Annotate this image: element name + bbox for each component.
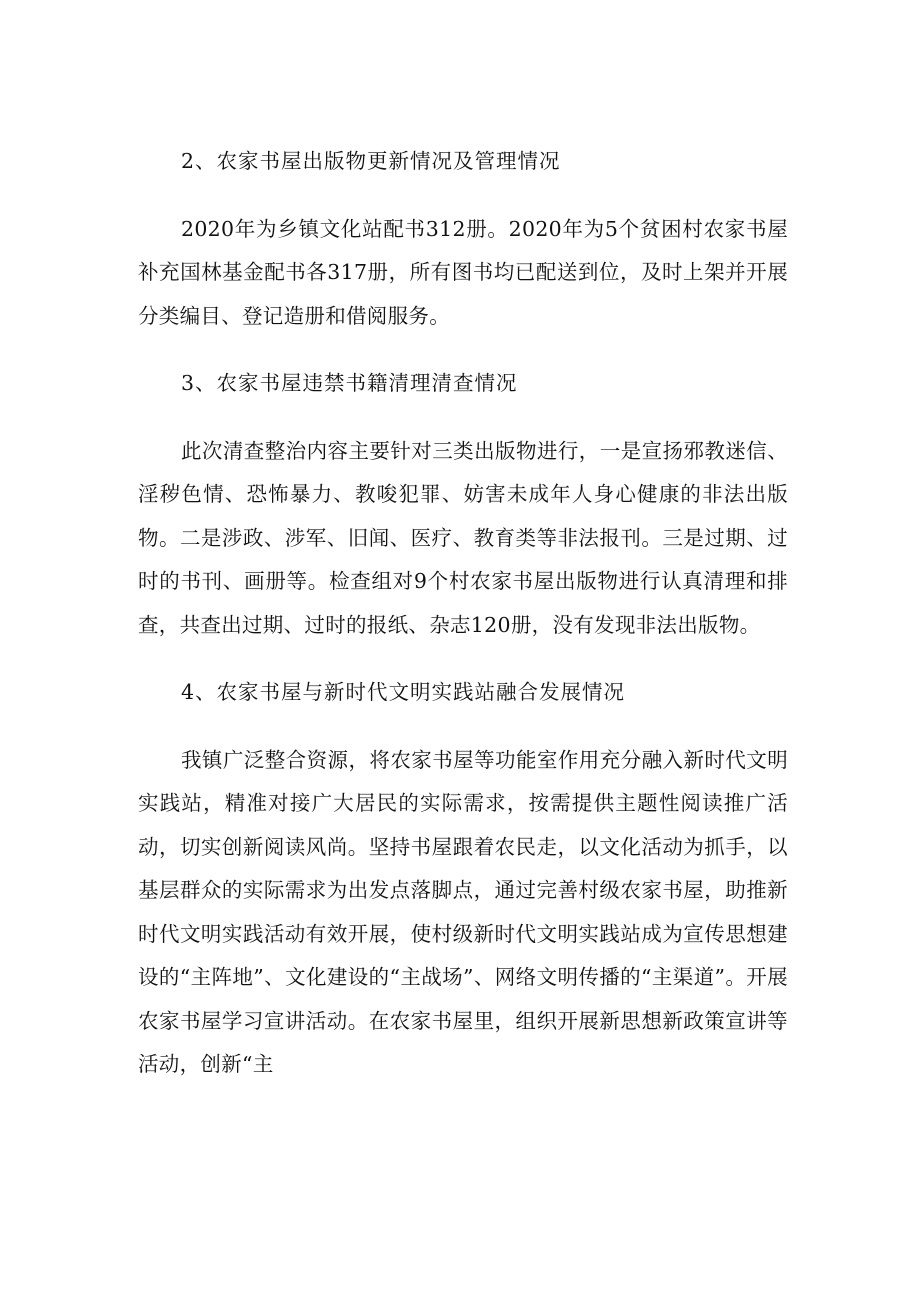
paragraph-prohibited-books-check: 此次清查整治内容主要针对三类出版物进行，一是宣扬邪教迷信、淫秽色情、恐怖暴力、教唆犯罪、妨害未成年人身心健康的非法出版物。二是涉政、涉军、旧闻、医疗、教育类等非法报刊。三是过期、过时的书刊、画册等。检查组对9个村农家书屋出版物进行认真清理和排查，共查出过期、过时的报纸、杂志120册，没有发现非法出版物。 (138, 438, 788, 637)
document-body (138, 140, 788, 1087)
paragraph-book-updates: 2020年为乡镇文化站配书312册。2020年为5个贫困村农家书屋补充国林基金配书各317册，所有图书均已配送到位，及时上架并开展分类编目、登记造册和借阅服务。 (138, 216, 788, 328)
section-heading-4: 4、农家书屋与新时代文明实践站融合发展情况 (181, 680, 626, 704)
section-heading-2: 2、农家书屋出版物更新情况及管理情况 (181, 149, 561, 173)
section-heading-3: 3、农家书屋违禁书籍清理清查情况 (181, 371, 518, 395)
paragraph-civilization-station-integration: 我镇广泛整合资源，将农家书屋等功能室作用充分融入新时代文明实践站，精准对接广大居民的实际需求，按需提供主题性阅读推广活动，切实创新阅读风尚。坚持书屋跟着农民走，以文化活动为抓手，以基层群众的实际需求为出发点落脚点，通过完善村级农家书屋，助推新时代文明实践活动有效开展，使村级新时代文明实践站成为宣传思想建设的“主阵地”、文化建设的“主战场”、网络文明传播的“主渠道”。开展农家书屋学习宣讲活动。在农家书屋里，组织开展新思想新政策宣讲等活动，创新“主 (138, 747, 788, 1076)
